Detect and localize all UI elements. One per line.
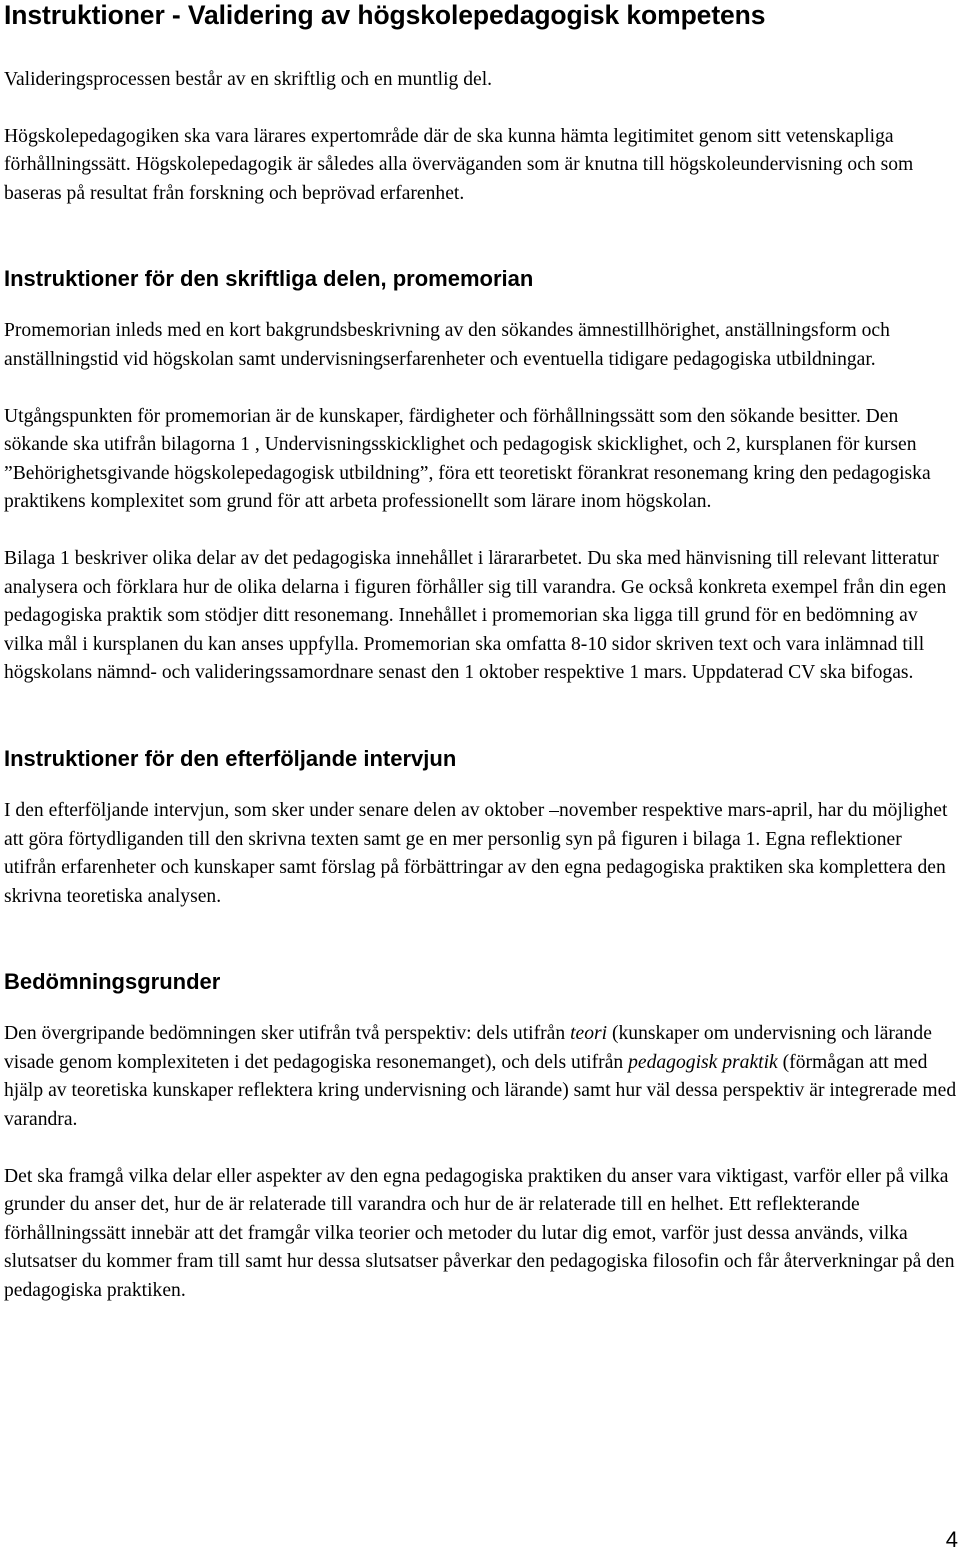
emphasis-teori: teori	[570, 1023, 608, 1045]
text-run: (förmågan att med hjälp av teoretiska kunskaper reflektera kring undervisning och lärande) samt hur väl dessa perspektiv är integrerade med varandra.	[4, 1051, 957, 1131]
document-page	[4, 0, 958, 1306]
text-run: (kunskaper om undervisning och lärande visade genom komplexiteten i det pedagogiska resonemanget), och dels utifrån	[4, 1023, 932, 1073]
text-run: Den övergripande bedömningen sker utifrån två perspektiv: dels utifrån	[4, 1023, 571, 1045]
section-paragraph: Promemorian inleds med en kort bakgrundsbeskrivning av den sökandes ämnestillhörighet, anställningsform och anställningstid vid högskolan samt undervisningserfarenheter och eventuella tidigare pedagogiska utbildningar.	[4, 320, 890, 370]
emphasis-pedagogisk-praktik: pedagogisk praktik	[628, 1051, 778, 1073]
section-paragraph: Det ska framgå vilka delar eller aspekter av den egna pedagogiska praktiken du anser vara viktigast, varför eller på vilka grunder du anser det, hur de är relaterade till varandra och hur de är relaterade till en helhet. Ett reflekterande förhållningssätt innebär att det framgår vilka teorier och metoder du lutar dig emot, varför just dessa används, vilka slutsatser du kommer fram till samt hur dessa slutsatser påverkar den pedagogiska filosofin och får återverkningar på den pedagogiska praktiken.	[4, 1165, 955, 1302]
section-heading-written-part: Instruktioner för den skriftliga delen, promemorian	[4, 266, 534, 292]
intro-paragraph: Valideringsprocessen består av en skriftlig och en muntlig del.	[4, 69, 493, 90]
section-paragraph: Utgångspunkten för promemorian är de kunskaper, färdigheter och förhållningssätt som den sökande besitter. Den sökande ska utifrån bilagorna 1 , Undervisningsskicklighet och pedagogisk skicklighet, och 2, kursplanen för kursen ”Behörighetsgivande högskolepedagogisk utbildning”, föra ett teoretiskt förankrat resonemang kring den pedagogiska praktikens komplexitet som grund för att arbeta professionellt som lärare inom högskolan.	[4, 405, 931, 513]
section-paragraph: I den efterföljande intervjun, som sker under senare delen av oktober –november respektive mars-april, har du möjlighet att göra förtydliganden till den skrivna texten samt ge en mer personlig syn på figuren i bilaga 1. Egna reflektioner utifrån erfarenheter och kunskaper samt förslag på förbättringar av den egna pedagogiska praktiken ska komplettera den skrivna teoretiska analysen.	[4, 799, 948, 907]
intro-paragraph: Högskolepedagogiken ska vara lärares expertområde där de ska kunna hämta legitimitet genom sitt vetenskapliga förhållningssätt. Högskolepedagogik är således alla överväganden som är knutna till högskoleundervisning och som baseras på resultat från forskning och beprövad erfarenhet.	[4, 125, 914, 204]
section-heading-assessment-criteria: Bedömningsgrunder	[4, 969, 221, 995]
section-paragraph-rich	[4, 1020, 958, 1134]
page-number: 4	[945, 1527, 958, 1552]
section-heading-interview: Instruktioner för den efterföljande intervjun	[4, 745, 457, 771]
section-paragraph: Bilaga 1 beskriver olika delar av det pedagogiska innehållet i lärararbetet. Du ska med hänvisning till relevant litteratur analysera och förklara hur de olika delarna i figuren förhåller sig till varandra. Ge också konkreta exempel från din egen pedagogiska praktik som stödjer ditt resonemang. Innehållet i promemorian ska ligga till grund för en bedömning av vilka mål i kursplanen du kan anses uppfylla. Promemorian ska omfatta 8-10 sidor skriven text och vara inlämnad till högskolans nämnd- och valideringssamordnare senast den 1 oktober respektive 1 mars. Uppdaterad CV ska bifogas.	[4, 547, 947, 684]
page-title: Instruktioner - Validering av högskolepedagogisk kompetens	[4, 0, 766, 30]
